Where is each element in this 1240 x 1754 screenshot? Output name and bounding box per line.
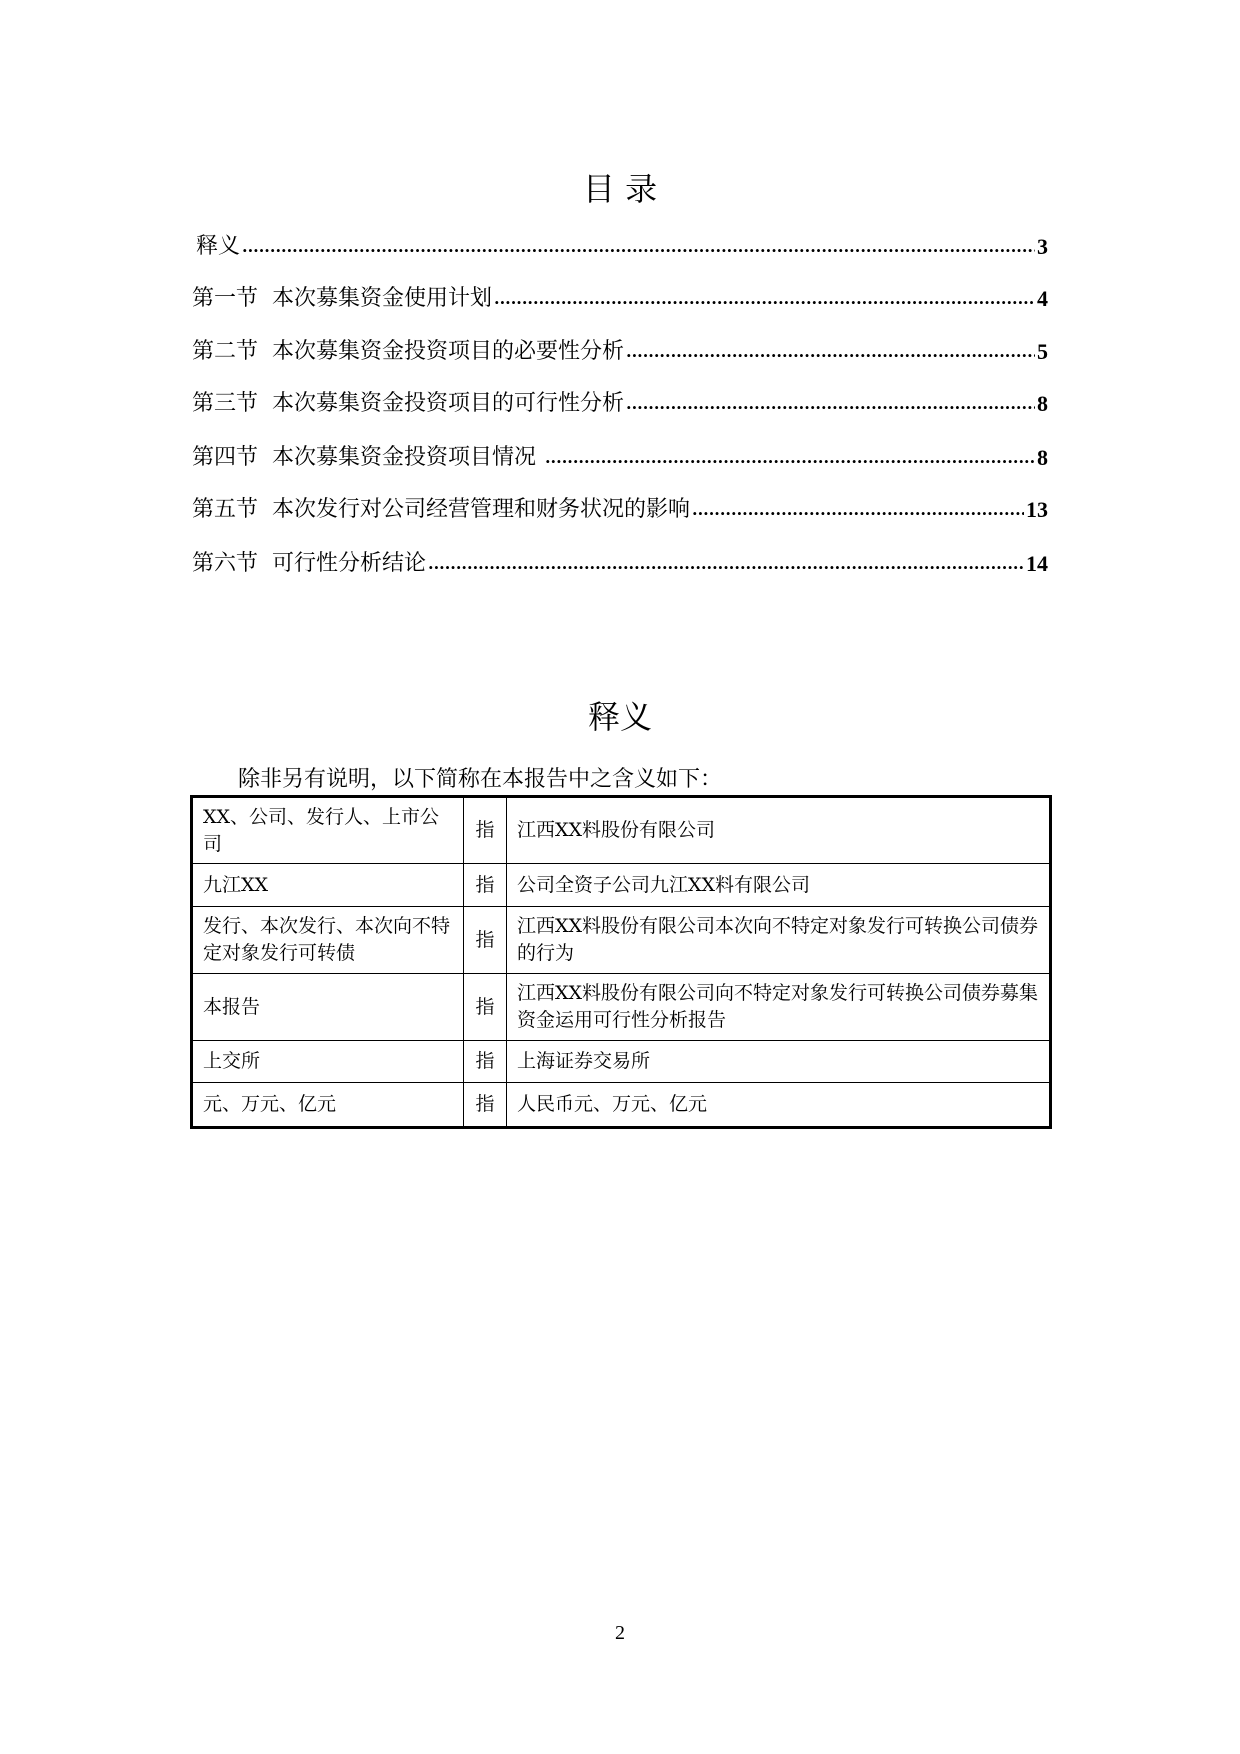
toc-item-label: 第一节 本次募集资金使用计划	[192, 286, 492, 311]
term-cell: 元、万元、亿元	[192, 1083, 464, 1128]
toc-item-label: 第六节 可行性分析结论	[192, 551, 426, 576]
toc-item-page: 3	[1037, 234, 1048, 259]
toc-item-label: 第四节 本次募集资金投资项目情况	[192, 445, 543, 470]
toc-leader	[692, 500, 1024, 519]
refers-cell: 指	[464, 907, 507, 974]
definitions-intro: 除非另有说明，以下简称在本报告中之含义如下：	[238, 767, 723, 792]
term-cell: 上交所	[192, 1041, 464, 1083]
meaning-cell: 江西XX料股份有限公司本次向不特定对象发行可转换公司债券的行为	[507, 907, 1051, 974]
toc-item-label: 第五节 本次发行对公司经营管理和财务状况的影响	[192, 497, 690, 522]
toc-item[interactable]	[196, 230, 1048, 260]
table-row	[192, 1083, 1051, 1128]
definitions-title: 释义	[587, 698, 652, 736]
definitions-table	[190, 795, 1052, 1129]
toc-item-label: 第二节 本次募集资金投资项目的必要性分析	[192, 339, 624, 364]
toc-leader	[428, 554, 1024, 573]
toc-leader	[545, 448, 1035, 467]
meaning-cell: 上海证券交易所	[507, 1041, 1051, 1083]
refers-cell: 指	[464, 1083, 507, 1128]
toc-item-page: 4	[1037, 286, 1048, 311]
meaning-cell: 公司全资子公司九江XX料有限公司	[507, 864, 1051, 907]
toc-item-page: 8	[1037, 391, 1048, 416]
table-row	[192, 974, 1051, 1041]
meaning-cell: 人民币元、万元、亿元	[507, 1083, 1051, 1128]
refers-cell: 指	[464, 1041, 507, 1083]
toc-title: 目 录	[582, 170, 658, 208]
toc-item[interactable]	[192, 441, 1048, 471]
refers-cell: 指	[464, 864, 507, 907]
toc-item[interactable]	[192, 282, 1048, 312]
table-row	[192, 1041, 1051, 1083]
toc-item-page: 14	[1026, 551, 1048, 576]
toc-item[interactable]	[192, 335, 1048, 365]
toc-item[interactable]	[192, 547, 1048, 577]
term-cell: 发行、本次发行、本次向不特定对象发行可转债	[192, 907, 464, 974]
toc-item-page: 13	[1026, 497, 1048, 522]
toc-item[interactable]	[192, 387, 1048, 417]
toc-item-label: 第三节 本次募集资金投资项目的可行性分析	[192, 391, 624, 416]
refers-cell: 指	[464, 797, 507, 864]
toc-leader	[626, 394, 1035, 413]
toc-leader	[626, 342, 1035, 361]
meaning-cell: 江西XX料股份有限公司	[507, 797, 1051, 864]
toc-item-page: 5	[1037, 339, 1048, 364]
toc-item-page: 8	[1037, 445, 1048, 470]
table-row	[192, 907, 1051, 974]
table-row	[192, 864, 1051, 907]
page-number: 2	[615, 1622, 625, 1644]
term-cell: 九江XX	[192, 864, 464, 907]
term-cell: XX、公司、发行人、上市公司	[192, 797, 464, 864]
toc-item[interactable]	[192, 493, 1048, 523]
toc-leader	[494, 289, 1035, 308]
meaning-cell: 江西XX料股份有限公司向不特定对象发行可转换公司债券募集资金运用可行性分析报告	[507, 974, 1051, 1041]
table-row	[192, 797, 1051, 864]
toc-leader	[242, 237, 1035, 256]
term-cell: 本报告	[192, 974, 464, 1041]
refers-cell: 指	[464, 974, 507, 1041]
toc-item-label: 释义	[196, 234, 241, 259]
